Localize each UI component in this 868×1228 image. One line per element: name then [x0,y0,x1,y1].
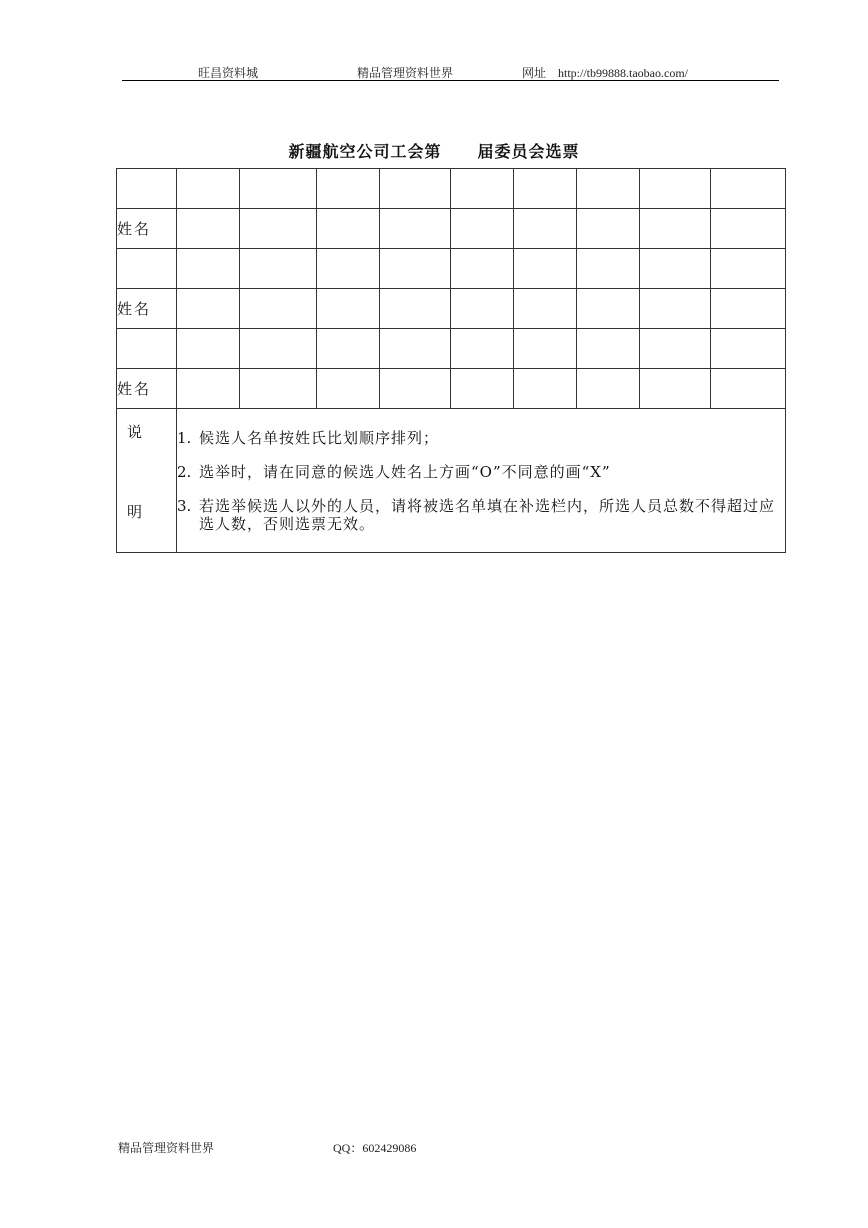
instruction-item-1 [177,429,785,447]
instructions-side-label [117,409,177,553]
name-cell[interactable] [514,289,577,329]
title-part-1: 新疆航空公司工会第 [288,142,442,161]
name-cell[interactable] [711,209,786,249]
name-cell[interactable] [380,209,451,249]
name-cell[interactable] [380,289,451,329]
side-label-bottom: 明 [127,503,143,521]
name-cell[interactable] [317,369,380,409]
name-cell[interactable] [711,369,786,409]
mark-cell[interactable] [380,169,451,209]
mark-cell[interactable] [577,329,640,369]
instruction-text: 若选举候选人以外的人员，请将被选名单填在补选栏内，所选人员总数不得超过应选人数，否则选票无效。 [199,496,776,533]
name-cell[interactable] [577,289,640,329]
mark-row-3 [117,329,786,369]
name-cell[interactable] [317,289,380,329]
ballot-title [0,139,868,162]
footer-left-text: 精品管理资料世界 [118,1141,215,1155]
mark-row-1 [117,169,786,209]
instruction-number: 2. [177,462,192,481]
mark-cell[interactable] [177,329,240,369]
mark-cell[interactable] [117,249,177,289]
name-label: 姓名 [117,289,177,329]
mark-cell[interactable] [640,249,711,289]
name-cell[interactable] [177,369,240,409]
mark-cell[interactable] [514,329,577,369]
mark-cell[interactable] [711,329,786,369]
header-divider [122,80,779,81]
instruction-item-2 [177,463,785,481]
mark-cell[interactable] [380,329,451,369]
name-cell[interactable] [577,369,640,409]
side-label-top: 说 [127,423,143,441]
mark-cell[interactable] [317,329,380,369]
mark-cell[interactable] [117,169,177,209]
name-row-1 [117,209,786,249]
name-row-2 [117,289,786,329]
name-cell[interactable] [514,369,577,409]
instruction-text: 选举时，请在同意的候选人姓名上方画“O”不同意的画“X” [199,462,611,481]
name-cell[interactable] [640,289,711,329]
name-cell[interactable] [380,369,451,409]
mark-cell[interactable] [711,249,786,289]
mark-row-2 [117,249,786,289]
name-cell[interactable] [177,289,240,329]
name-cell[interactable] [640,369,711,409]
instructions-cell [177,409,786,553]
mark-cell[interactable] [451,169,514,209]
name-cell[interactable] [711,289,786,329]
mark-cell[interactable] [514,169,577,209]
header-left-text: 旺昌资料城 [198,66,259,80]
name-label: 姓名 [117,209,177,249]
name-row-3 [117,369,786,409]
header-url-text[interactable]: 网址 http://tb99888.taobao.com/ [522,66,688,80]
mark-cell[interactable] [240,169,317,209]
mark-cell[interactable] [451,329,514,369]
instruction-item-3 [177,497,785,533]
mark-cell[interactable] [640,169,711,209]
instructions-row [117,409,786,553]
mark-cell[interactable] [514,249,577,289]
name-label: 姓名 [117,369,177,409]
title-part-2: 届委员会选票 [477,142,580,161]
name-cell[interactable] [577,209,640,249]
name-cell[interactable] [514,209,577,249]
header-center-text: 精品管理资料世界 [357,66,454,80]
instruction-number: 3. [177,496,192,515]
mark-cell[interactable] [577,169,640,209]
name-cell[interactable] [177,209,240,249]
mark-cell[interactable] [380,249,451,289]
name-cell[interactable] [240,289,317,329]
mark-cell[interactable] [317,169,380,209]
mark-cell[interactable] [451,249,514,289]
mark-cell[interactable] [117,329,177,369]
mark-cell[interactable] [177,169,240,209]
ballot-table [116,168,786,553]
name-cell[interactable] [240,369,317,409]
mark-cell[interactable] [711,169,786,209]
name-cell[interactable] [317,209,380,249]
mark-cell[interactable] [640,329,711,369]
name-cell[interactable] [451,289,514,329]
name-cell[interactable] [451,369,514,409]
mark-cell[interactable] [177,249,240,289]
mark-cell[interactable] [240,329,317,369]
mark-cell[interactable] [240,249,317,289]
footer-qq-text: QQ：602429086 [333,1141,417,1155]
name-cell[interactable] [640,209,711,249]
instruction-number: 1. [177,428,192,447]
mark-cell[interactable] [577,249,640,289]
name-cell[interactable] [451,209,514,249]
instruction-text: 候选人名单按姓氏比划顺序排列； [199,428,440,447]
mark-cell[interactable] [317,249,380,289]
name-cell[interactable] [240,209,317,249]
